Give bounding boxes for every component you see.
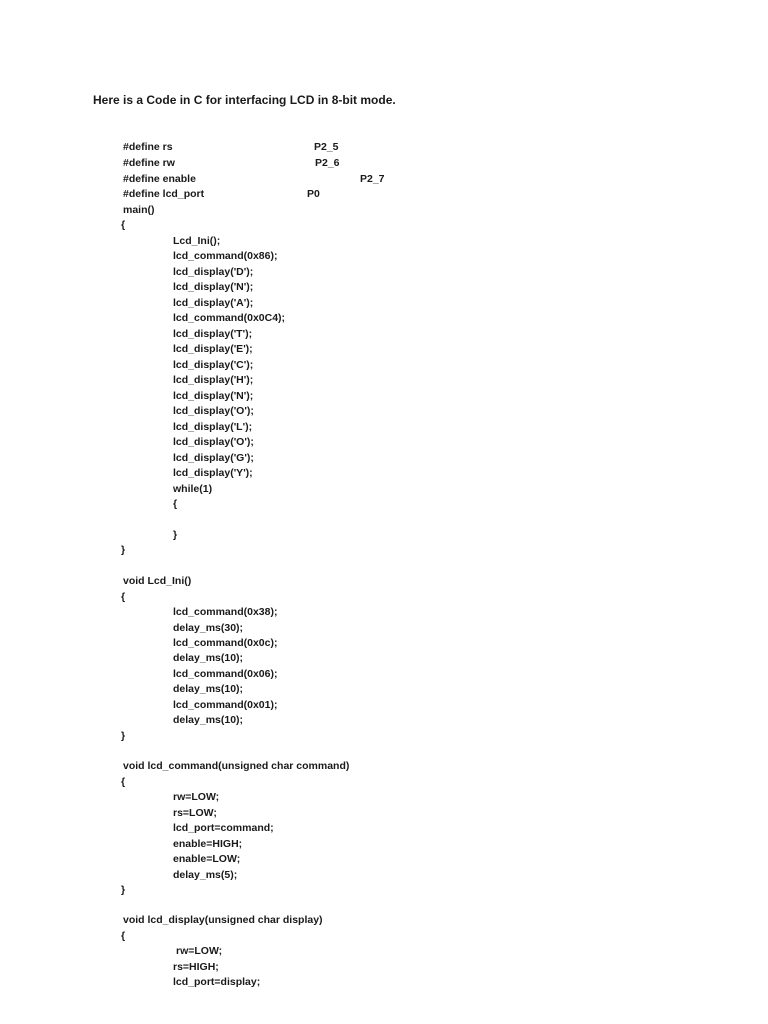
code-line: lcd_port=command; — [173, 822, 274, 834]
code-line: lcd_display('O'); — [173, 436, 254, 448]
code-line: delay_ms(10); — [173, 652, 244, 664]
code-line: lcd_display('L'); — [173, 421, 253, 433]
code-line: lcd_port=display; — [173, 976, 261, 988]
define-rs-value: P2_5 — [314, 141, 339, 153]
code-line: lcd_display('D'); — [173, 266, 254, 278]
code-line: lcd_command(0x0c); — [173, 637, 278, 649]
define-rw-name: #define rw — [123, 157, 175, 169]
code-line: lcd_command(0x0C4); — [173, 312, 286, 324]
code-line: enable=HIGH; — [173, 838, 243, 850]
define-lcd-port-name: #define lcd_port — [123, 188, 205, 200]
code-line: main() — [123, 204, 155, 216]
code-line: rs=LOW; — [173, 807, 217, 819]
code-line: { — [121, 776, 126, 788]
code-line: void Lcd_Ini() — [123, 575, 192, 587]
code-line: rw=LOW; — [173, 791, 220, 803]
code-line: void lcd_display(unsigned char display) — [123, 914, 323, 926]
code-line: delay_ms(30); — [173, 622, 244, 634]
code-line: delay_ms(10); — [173, 714, 244, 726]
define-enable-name: #define enable — [123, 173, 196, 185]
code-line: lcd_display('T'); — [173, 328, 253, 340]
code-line: Lcd_Ini(); — [173, 235, 221, 247]
code-line: lcd_command(0x01); — [173, 699, 278, 711]
code-line: lcd_display('N'); — [173, 390, 254, 402]
code-line: } — [121, 544, 126, 556]
define-enable-value: P2_7 — [360, 173, 385, 185]
code-line: rs=HIGH; — [173, 961, 219, 973]
code-line: { — [121, 591, 126, 603]
code-line: lcd_command(0x06); — [173, 668, 278, 680]
code-line: lcd_display('A'); — [173, 297, 254, 309]
code-line: } — [121, 730, 126, 742]
code-line: { — [121, 219, 126, 231]
code-line: { — [173, 498, 178, 510]
code-line: while(1) — [173, 483, 213, 495]
code-line: enable=LOW; — [173, 853, 241, 865]
code-line: void lcd_command(unsigned char command) — [123, 760, 350, 772]
code-line: lcd_display('Y'); — [173, 467, 253, 479]
code-line: } — [121, 884, 126, 896]
define-rw-value: P2_6 — [315, 157, 340, 169]
code-line: delay_ms(5); — [173, 869, 238, 881]
define-rs-name: #define rs — [123, 141, 173, 153]
code-line: lcd_display('G'); — [173, 452, 254, 464]
code-line: delay_ms(10); — [173, 683, 244, 695]
define-lcd-port-value: P0 — [307, 188, 320, 200]
code-line: lcd_command(0x38); — [173, 606, 278, 618]
page-heading: Here is a Code in C for interfacing LCD in 8-bit mode. — [93, 93, 396, 107]
code-line: lcd_command(0x86); — [173, 250, 278, 262]
code-line: lcd_display('O'); — [173, 405, 254, 417]
code-line: rw=LOW; — [176, 945, 223, 957]
code-line: { — [121, 930, 126, 942]
code-line: lcd_display('N'); — [173, 281, 254, 293]
code-line: lcd_display('H'); — [173, 374, 254, 386]
code-line: lcd_display('E'); — [173, 343, 253, 355]
code-line: } — [173, 529, 178, 541]
code-line: lcd_display('C'); — [173, 359, 254, 371]
